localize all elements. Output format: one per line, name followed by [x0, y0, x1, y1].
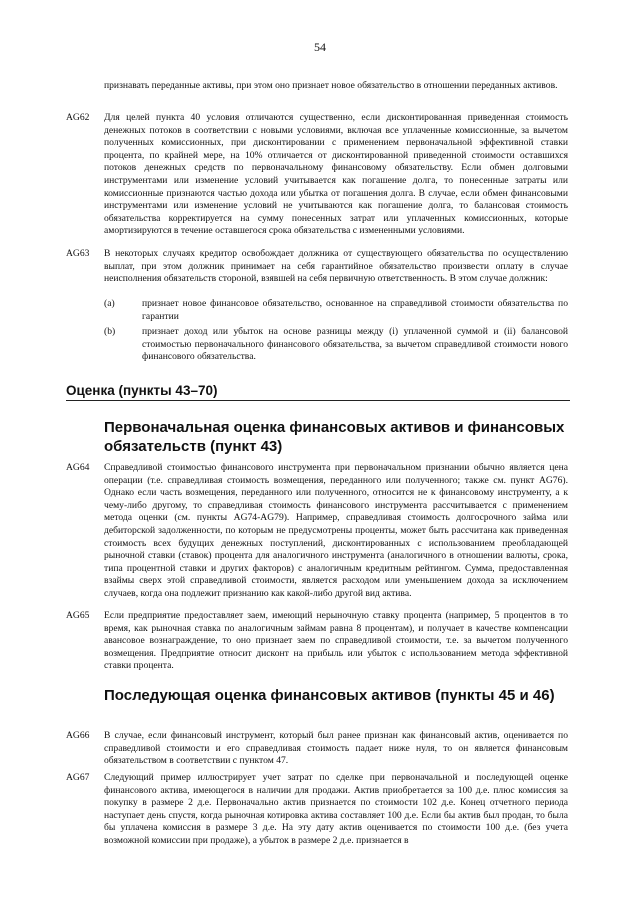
- section-title: Оценка (пункты 43–70): [66, 383, 218, 398]
- paragraph-label-ag64: AG64: [66, 462, 90, 473]
- paragraph-ag66: В случае, если финансовый инструмент, который был ранее признан как финансовый актив, оценивается по справедливой стоимости и его справедливая стоимость падает ниже нуля, то он является финансовым обязательством в соответствии с пунктом 47.: [104, 730, 568, 767]
- paragraph-label-ag66: AG66: [66, 730, 90, 741]
- paragraph-label-ag67: AG67: [66, 772, 90, 783]
- page-number: 54: [314, 40, 326, 54]
- paragraph-ag67: Следующий пример иллюстрирует учет затрат по сделке при первоначальной и последующей оценке финансового актива, имеющегося в наличии для продажи. Актив приобретается за 100 д.е. плюс комиссия за покупку в размере 2 д.е. Первоначально актив признается по стоимости 102 д.е. Конец отчетного периода наступает день спустя, когда рыночная котировка актива составляет 100 д.е. Если бы актив был продан, то была бы уплачена комиссия в размере 3 д.е. На эту дату актив оценивается по стоимости 100 д.е. (без учета возможной комиссии при продаже), а убыток в размере 2 д.е. признается в: [104, 772, 568, 846]
- paragraph-ag64: Справедливой стоимостью финансового инструмента при первоначальном признании обычно является цена операции (т.е. справедливая стоимость возмещения, переданного или полученного; также см. пункт AG76). Однако если часть возмещения, переданного или полученного, относится не к финансовому инструменту, а к чему-либо другому, то справедливая стоимость финансового инструмента рассчитывается с применением метода оценки (см. пункты AG74-AG79). Например, справедливая стоимость долгосрочного займа или дебиторской задолженности, по которым не предусмотрены проценты, может быть рассчитана как приведенная стоимость всех будущих денежных поступлений, дисконтированных с использованием преобладающей рыночной ставки (ставок) процента для аналогичного инструмента (аналогичного в отношении валюты, срока, типа процентной ставки и других факторов) с аналогичным кредитным рейтингом. Сумма, предоставленная взаймы сверх этой справедливой стоимости, является расходом или уменьшением дохода за исключением случаев, когда она подлежит признанию как какой-либо другой вид актива.: [104, 462, 568, 599]
- list-marker-a: (a): [104, 298, 115, 309]
- list-marker-b: (b): [104, 326, 116, 337]
- subheading-subsequent-measurement: Последующая оценка финансовых активов (пункты 45 и 46): [104, 687, 555, 704]
- list-item-a: признает новое финансовое обязательство, основанное на справедливой стоимости обязательства по гарантии: [142, 298, 568, 322]
- list-item-b: признает доход или убыток на основе разницы между (i) уплаченной суммой и (ii) балансовой стоимостью первоначального финансового обязательства, за вычетом справедливой стоимости нового финансового обязательства.: [142, 326, 568, 363]
- paragraph-label-ag62: AG62: [66, 112, 90, 123]
- continuation-paragraph: признавать переданные активы, при этом оно признает новое обязательство в отношении переданных активов.: [104, 80, 558, 91]
- subheading-initial-measurement: Первоначальная оценка финансовых активов и финансовых обязательств (пункт 43): [104, 419, 565, 455]
- paragraph-ag62: Для целей пункта 40 условия отличаются существенно, если дисконтированная приведенная стоимость денежных потоков в соответствии с новыми условиями, включая все уплаченные комиссионные, за вычетом полученных комиссионных, при дисконтировании с применением первоначальной эффективной ставки процента, по крайней мере, на 10% отличается от дисконтированной приведенной стоимости оставшихся потоков денежных средств по первоначальному финансовому обязательству. Если обмен долговыми инструментами или изменение условий учитывается как погашение долга, то понесенные затраты или комиссионные признаются частью дохода или убытка от погашения долга. В случае, если обмен финансовыми инструментами или изменение условий не учитываются как погашение долга, то балансовая стоимость обязательства корректируется на сумму понесенных затрат или уплаченных комиссионных, которые амортизируются в течение оставшегося срока обязательства с измененными условиями.: [104, 112, 568, 237]
- paragraph-label-ag65: AG65: [66, 610, 90, 621]
- section-divider: [66, 400, 570, 401]
- paragraph-ag65: Если предприятие предоставляет заем, имеющий нерыночную ставку процента (например, 5 процентов в то время, как рыночная ставка по аналогичным займам равна 8 процентам), и получает в качестве компенсации авансовое вознаграждение, то оно признает заем по справедливой стоимости, т.е. за вычетом полученного возмещения. Предприятие относит дисконт на прибыль или убыток с использованием метода эффективной ставки процента.: [104, 610, 568, 672]
- paragraph-label-ag63: AG63: [66, 248, 90, 259]
- paragraph-ag63: В некоторых случаях кредитор освобождает должника от существующего обязательства по осуществлению выплат, при этом должник принимает на себя гарантийное обязательство произвести оплату в случае неисполнения обязательств стороной, взявшей на себя первичную ответственность. В этом случае должник:: [104, 248, 568, 285]
